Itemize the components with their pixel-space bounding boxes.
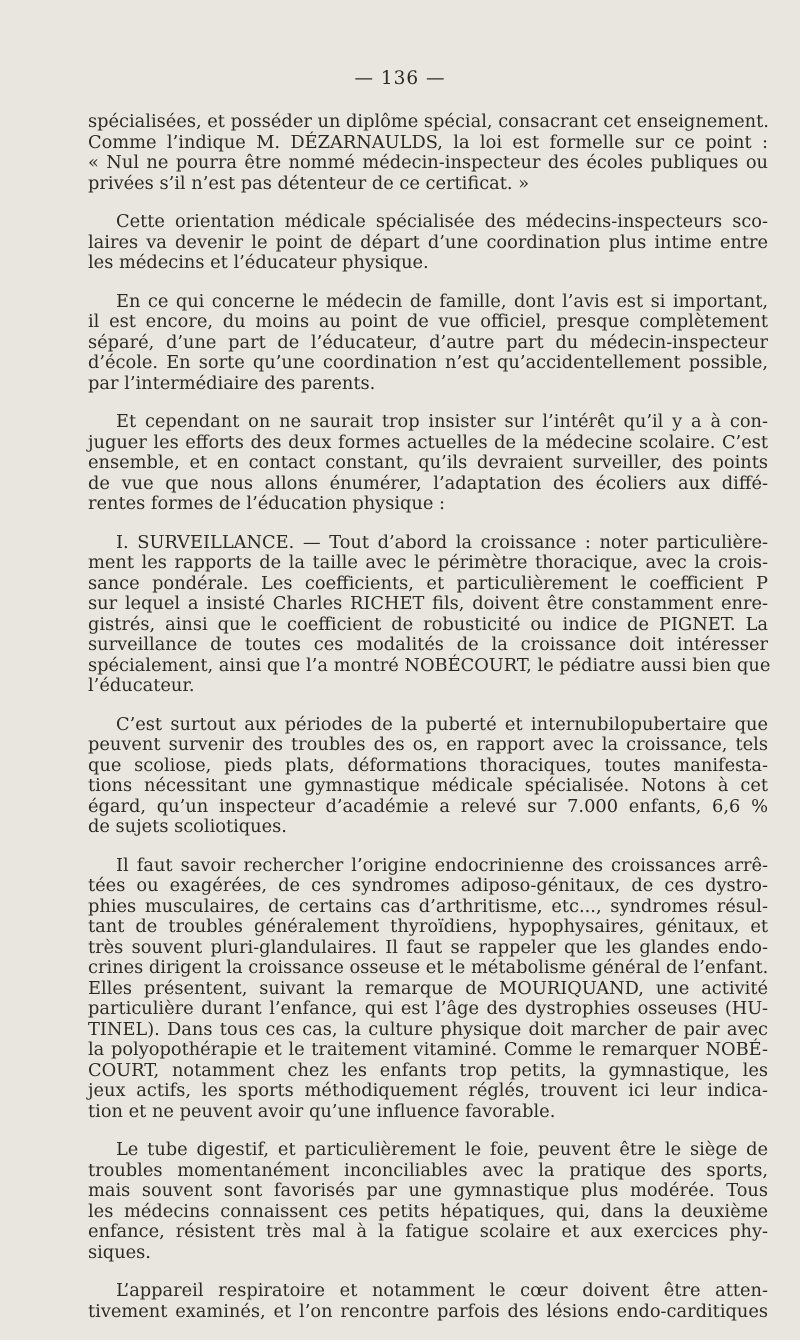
text-line: jeux actifs, les sports méthodiquement réglés, trouvent ici leur indica- (88, 1080, 768, 1101)
text-line: « Nul ne pourra être nommé médecin-inspecteur des écoles publiques ou (88, 152, 768, 173)
paragraph (88, 292, 768, 395)
text-line: ensemble, et en contact constant, qu’ils devraient surveiller, des points (88, 452, 768, 473)
text-line: tivement examinés, et l’on rencontre parfois des lésions endo-carditiques (88, 1300, 768, 1322)
text-line: égard, qu’un inspecteur d’académie a relevé sur 7.000 enfants, 6,6 % (88, 795, 768, 817)
text-line: laires va devenir le point de départ d’une coordination plus intime entre (88, 231, 768, 253)
text-line: séparé, d’une part de l’éducateur, d’autre part du médecin-inspecteur (88, 331, 768, 353)
text-line: L’appareil respiratoire et notamment le cœur doivent être atten- (116, 1280, 768, 1301)
text-line: Cette orientation médicale spécialisée des médecins-inspecteurs sco- (116, 211, 768, 232)
text-line: Le tube digestif, et particulièrement le foie, peuvent être le siège de (116, 1139, 768, 1160)
paragraph (88, 531, 771, 697)
page-number: — 136 — (354, 68, 446, 89)
text-line: spécialisées, et posséder un diplôme spécial, consacrant cet enseignement. (88, 111, 769, 132)
text-line: l’éducateur. (88, 675, 195, 696)
text-line: tant de troubles généralement thyroïdiens, hypophysaires, génitaux, et (88, 916, 768, 937)
text-line: tions nécessitant une gymnastique médicale spécialisée. Notons à cet (88, 775, 768, 796)
text-line: TINEL). Dans tous ces cas, la culture physique doit marcher de pair avec (88, 1018, 768, 1040)
text-line: enfance, résistent très mal à la fatigue scolaire et aux exercices phy- (88, 1221, 768, 1242)
text-line: gistrés, ainsi que le coefficient de robusticité ou indice de PIGNET. La (88, 613, 768, 635)
text-line: par l’intermédiaire des parents. (88, 372, 376, 394)
text-line: particulière durant l’enfance, qui est l’âge des dystrophies osseuses (HU- (88, 998, 768, 1019)
paragraph (88, 112, 768, 194)
text-line: C’est surtout aux périodes de la puberté et internubilopubertaire que (116, 713, 768, 735)
text-line: il est encore, du moins au point de vue officiel, presque complètement (88, 311, 768, 332)
text-line: les médecins et l’éducateur physique. (88, 252, 429, 273)
text-line: COURT, notamment chez les enfants trop petits, la gymnastique, les (88, 1059, 768, 1081)
text-line: Elles présentent, suivant la remarque de MOURIQUAND, une activité (88, 977, 768, 999)
paragraph (88, 715, 768, 838)
text-line: spécialement, ainsi que l’a montré NOBÉCOURT, le pédiatre aussi bien que (88, 654, 771, 676)
text-line: I. SURVEILLANCE. — Tout d’abord la croissance : noter particulière- (116, 531, 768, 553)
text-line: de vue que nous allons énumérer, l’adaptation des écoliers aux diffé- (88, 472, 768, 494)
text-line: tion et ne peuvent avoir qu’une influence favorable. (88, 1100, 556, 1122)
paragraph (88, 856, 768, 1123)
text-line: de sujets scoliotiques. (88, 816, 287, 837)
text-line: juguer les efforts des deux formes actuelles de la médecine scolaire. C’est (88, 431, 768, 453)
text-line: siques. (88, 1241, 151, 1263)
text-line: privées s’il n’est pas détenteur de ce certificat. » (88, 172, 530, 194)
text-line: d’école. En sorte qu’une coordination n’est qu’accidentellement possible, (88, 352, 768, 373)
text-line: sur lequel a insisté Charles RICHET fils, doivent être constamment enre- (88, 593, 768, 614)
text-line: Comme l’indique M. DÉZARNAULDS, la loi est formelle sur ce point : (88, 131, 768, 153)
text-line: ment les rapports de la taille avec le périmètre thoracique, avec la crois- (88, 552, 768, 573)
text-line: la polyopothérapie et le traitement vitaminé. Comme le remarquer NOBÉ- (88, 1039, 768, 1060)
paragraph (88, 412, 768, 515)
text-line: Et cependant on ne saurait trop insister sur l’intérêt qu’il y a à con- (116, 411, 768, 432)
text-line: En ce qui concerne le médecin de famille, dont l’avis est si important, (116, 290, 768, 312)
text-line: phies musculaires, de certains cas d’arthritisme, etc..., syndromes résul- (88, 895, 768, 917)
paragraph (88, 1281, 768, 1322)
text-line: surveillance de toutes ces modalités de la croissance doit intéresser (88, 634, 768, 655)
text-line: que scoliose, pieds plats, déformations thoraciques, toutes manifesta- (88, 754, 768, 776)
text-line: Il faut savoir rechercher l’origine endocrinienne des croissances arrê- (116, 854, 768, 876)
paragraph (88, 1140, 768, 1263)
body-text (88, 111, 771, 1340)
paragraph (88, 212, 768, 274)
text-line: mais souvent sont favorisés par une gymnastique plus modérée. Tous (88, 1180, 768, 1201)
text-line: tées ou exagérées, de ces syndromes adiposo-génitaux, de ces dystro- (88, 875, 768, 896)
text-line: très souvent pluri-glandulaires. Il faut se rappeler que les glandes endo- (88, 936, 768, 958)
text-line: troubles momentanément inconciliables avec la pratique des sports, (88, 1159, 768, 1181)
text-line: rentes formes de l’éducation physique : (88, 493, 446, 514)
text-line: crines dirigent la croissance osseuse et le métabolisme général de l’enfant. (88, 957, 769, 978)
text-line: peuvent survenir des troubles des os, en rapport avec la croissance, tels (88, 734, 768, 755)
text-line: les médecins connaissent ces petits hépatiques, qui, dans la deuxième (88, 1200, 768, 1222)
text-line: sance pondérale. Les coefficients, et particulièrement le coefficient P (88, 572, 768, 594)
